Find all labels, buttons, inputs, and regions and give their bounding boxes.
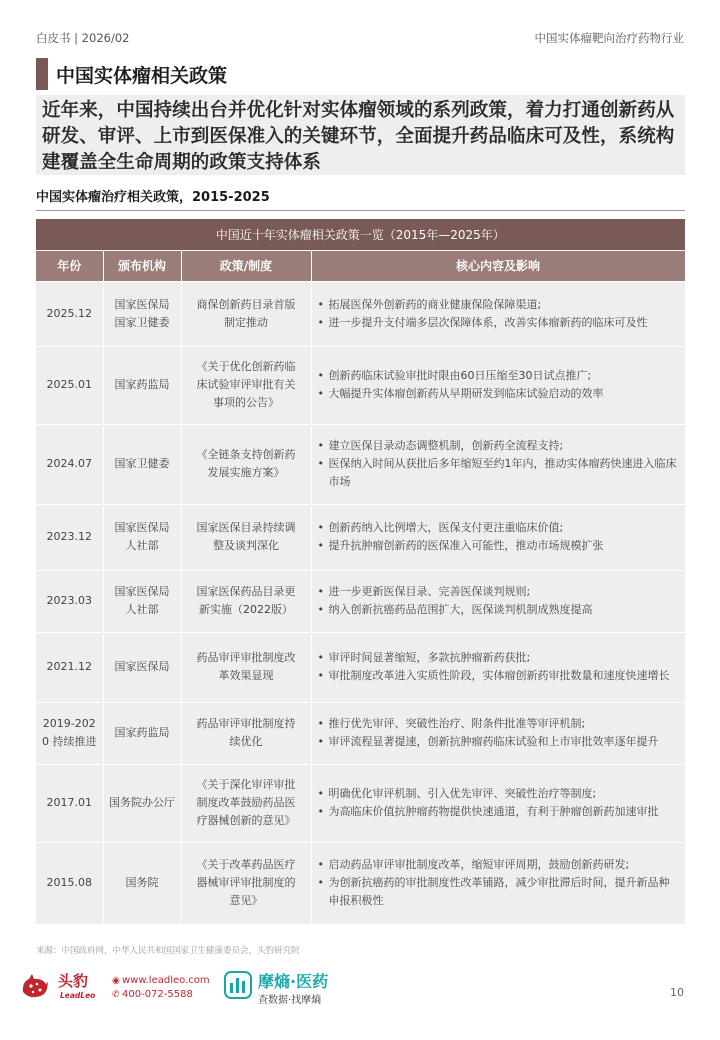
moshang-brand-name: 摩熵·医药 — [258, 972, 329, 991]
bullet-point: • 启动药品审评审批制度改革，缩短审评周期，鼓励创新药研发; — [318, 856, 679, 874]
col-header-agency: 颁布机构 — [103, 250, 181, 281]
agency-name: 国家医保局 — [114, 585, 170, 598]
table-row — [36, 570, 685, 632]
bullet-point: • 明确优化审评机制、引入优先审评、突破性治疗等制度; — [318, 785, 679, 803]
table-row — [36, 764, 685, 842]
subheading-divider — [36, 210, 685, 211]
industry-label: 中国实体瘤靶向治疗药物行业 — [534, 31, 684, 45]
moshang-logo-icon — [224, 971, 252, 999]
section-title — [36, 58, 227, 90]
logo-text-cn: 头豹 — [58, 972, 89, 990]
cell-agency — [103, 504, 181, 570]
cell-year: 2023.12 — [36, 504, 103, 570]
bullet-point: • 纳入创新抗癌药品范围扩大，医保谈判机制成熟度提高 — [318, 601, 679, 619]
moshang-slogan: 查数据·找摩熵 — [258, 995, 322, 1006]
doc-label: 白皮书 | 2026/02 — [36, 31, 130, 45]
bullet-point: • 进一步更新医保目录、完善医保谈判规则; — [318, 583, 679, 601]
agency-name: 国家医保局 — [114, 297, 170, 311]
bullet-point: • 为创新抗癌药的审批制度性改革铺路，减少审批滞后时间，提升新品种申报积极性 — [318, 874, 679, 910]
cell-agency — [103, 764, 181, 842]
logo-text-en: LeadLeo — [60, 991, 96, 1000]
cell-core-content — [311, 764, 685, 842]
globe-icon: ◉ — [112, 976, 120, 986]
cell-year: 2025.01 — [36, 346, 103, 424]
table-row — [36, 346, 685, 424]
page-number: 10 — [670, 986, 684, 999]
summary-box: 近年来，中国持续出台并优化针对实体瘤领域的系列政策，着力打通创新药从研发、审评、上市到医保准入的关键环节，全面提升药品临床可及性，系统构建覆盖全生命周期的政策支持体系 — [36, 95, 685, 175]
cell-agency — [103, 632, 181, 702]
agency-name: 国务院 — [125, 876, 159, 889]
cell-core-content — [311, 424, 685, 504]
cell-core-content — [311, 702, 685, 764]
title-accent-bar — [36, 58, 48, 90]
bullet-point: • 推行优先审评、突破性治疗、附条件批准等审评机制; — [318, 715, 679, 733]
cell-core-content — [311, 504, 685, 570]
table-caption: 中国近十年实体瘤相关政策一览（2015年—2025年） — [36, 219, 685, 250]
agency-name: 国家医保局 — [114, 660, 170, 673]
cell-policy: 《关于深化审评审批制度改革鼓励药品医疗器械创新的意见》 — [181, 764, 311, 842]
agency-name: 国家药监局 — [114, 726, 170, 739]
page-header — [36, 30, 684, 50]
cell-agency — [103, 424, 181, 504]
cell-agency — [103, 281, 181, 346]
contact-info — [112, 974, 210, 1002]
cell-agency — [103, 346, 181, 424]
cell-year: 2021.12 — [36, 632, 103, 702]
cell-agency — [103, 570, 181, 632]
col-header-policy: 政策/制度 — [181, 250, 311, 281]
cell-policy: 药品审评审批制度改革效果显现 — [181, 632, 311, 702]
bullet-point: • 进一步提升支付端多层次保障体系，改善实体瘤新药的临床可及性 — [318, 314, 679, 332]
bullet-point: • 提升抗肿瘤创新药的医保准入可能性，推动市场规模扩张 — [318, 537, 679, 555]
bullet-point: • 审评时间显著缩短，多款抗肿瘤新药获批; — [318, 649, 679, 667]
phone-number: 400-072-5588 — [122, 989, 193, 1000]
phone-icon: ✆ — [112, 990, 120, 1000]
section-title-text: 中国实体瘤相关政策 — [56, 64, 228, 87]
cell-policy: 药品审评审批制度持续优化 — [181, 702, 311, 764]
cell-policy: 国家医保目录持续调整及谈判深化 — [181, 504, 311, 570]
bullet-point: • 大幅提升实体瘤创新药从早期研发到临床试验启动的效率 — [318, 385, 679, 403]
bullet-point: • 建立医保目录动态调整机制，创新药全流程支持; — [318, 437, 679, 455]
agency-name: 国家卫健委 — [114, 315, 170, 329]
bullet-point: • 审批制度改革进入实质性阶段，实体瘤创新药审批数量和速度快速增长 — [318, 667, 679, 685]
cell-year: 2019-2020 持续推进 — [36, 702, 103, 764]
agency-name: 国家卫健委 — [114, 457, 170, 470]
bullet-point: • 审评流程显著提速，创新抗肿瘤药临床试验和上市审批效率逐年提升 — [318, 733, 679, 751]
table-row — [36, 842, 685, 924]
table-row — [36, 504, 685, 570]
cell-year: 2015.08 — [36, 842, 103, 924]
cell-year: 2025.12 — [36, 281, 103, 346]
col-header-content: 核心内容及影响 — [311, 250, 685, 281]
cell-policy: 《全链条支持创新药发展实施方案》 — [181, 424, 311, 504]
col-header-year: 年份 — [36, 250, 103, 281]
cell-core-content — [311, 632, 685, 702]
bullet-point: • 医保纳入时间从获批后多年缩短至约1年内，推动实体瘤药快速进入临床市场 — [318, 455, 679, 491]
cell-policy: 《关于改革药品医疗器械审评审批制度的意见》 — [181, 842, 311, 924]
bullet-point: • 为高临床价值抗肿瘤药物提供快速通道，有利于肿瘤创新药加速审批 — [318, 803, 679, 821]
agency-name: 国务院办公厅 — [109, 796, 175, 809]
cell-policy: 《关于优化创新药临床试验审评审批有关事项的公告》 — [181, 346, 311, 424]
website-link[interactable]: www.leadleo.com — [122, 975, 210, 986]
table-row — [36, 632, 685, 702]
cell-core-content — [311, 570, 685, 632]
agency-name: 人社部 — [125, 603, 159, 616]
cell-year: 2017.01 — [36, 764, 103, 842]
cell-core-content — [311, 842, 685, 924]
agency-name: 国家药监局 — [114, 378, 170, 391]
cell-year: 2023.03 — [36, 570, 103, 632]
table-row — [36, 424, 685, 504]
source-note: 来源：中国政府网，中华人民共和国国家卫生健康委员会，头豹研究院 — [36, 946, 300, 956]
agency-name: 国家医保局 — [114, 521, 170, 534]
agency-name: 人社部 — [125, 539, 159, 552]
bullet-point: • 创新药临床试验审批时限由60日压缩至30日试点推广; — [318, 367, 679, 385]
cell-year: 2024.07 — [36, 424, 103, 504]
cell-policy: 商保创新药目录首版制定推动 — [181, 281, 311, 346]
policy-table — [36, 219, 686, 925]
cell-policy: 国家医保药品目录更新实施（2022版） — [181, 570, 311, 632]
cell-agency — [103, 842, 181, 924]
table-header-row — [36, 250, 685, 281]
cell-agency — [103, 702, 181, 764]
table-subheading: 中国实体瘤治疗相关政策，2015-2025 — [36, 190, 270, 205]
table-row — [36, 702, 685, 764]
bullet-point: • 创新药纳入比例增大，医保支付更注重临床价值; — [318, 519, 679, 537]
cell-core-content — [311, 346, 685, 424]
bullet-point: • 拓展医保外创新药的商业健康保险保障渠道; — [318, 296, 679, 314]
table-row — [36, 281, 685, 346]
leopard-logo-icon — [20, 972, 50, 1000]
footer — [20, 968, 700, 1008]
cell-core-content — [311, 281, 685, 346]
